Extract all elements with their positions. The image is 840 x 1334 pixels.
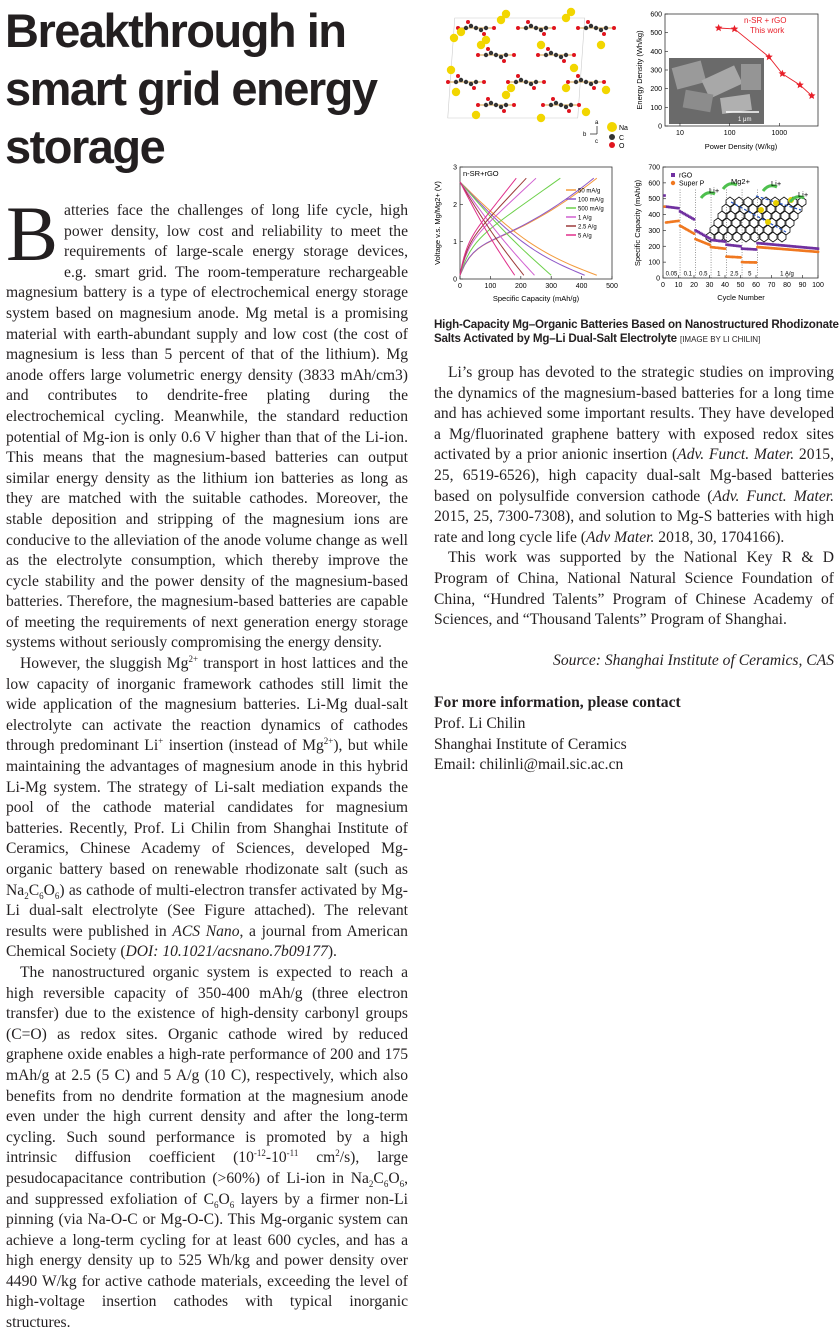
legend-c-atom [609,134,615,140]
rgo-point [755,248,758,251]
ytick-label: 400 [648,212,660,220]
text-run: ), but while maintaining the advantages of magnesium anode in this hybrid Li-Mg system. The strategy of Li-salt mediation expands the pool of the cathode material candidates for magnesium batteries. Recently, Prof. Li Chilin from Shanghai Institute of Ceramics, Chinese Academy of Sciences, developed Mg-organic battery based on renewable rhodizonate salt (such as Na [6,737,408,899]
carbon-atom [559,55,563,59]
oxygen-atom [602,80,606,84]
oxygen-atom [512,103,516,107]
carbon-atom [574,80,578,84]
crystal-structure [446,8,628,150]
doi: DOI: 10.1021/acsnano.7b09177 [125,943,328,961]
text-run: However, the sluggish Mg [20,655,189,673]
ytick-label: 600 [650,11,662,19]
legend-label: 100 mA/g [578,197,604,204]
ragone-point [715,24,723,31]
ytick-label: 200 [648,243,660,251]
carbon-atom [604,26,608,30]
oxygen-atom [577,103,581,107]
journal-name: Adv Mater. [585,528,655,546]
ion-atom [758,207,764,213]
oxygen-atom [446,80,450,84]
legend-label: 50 mA/g [578,188,601,195]
text-run: -10 [265,1149,287,1167]
rate-label: 5 [748,271,752,278]
carbon-atom [484,26,488,30]
contact-email[interactable]: Email: chilinli@mail.sic.ac.cn [434,756,624,774]
oxygen-atom [551,97,555,101]
rgo-point [663,194,666,197]
carbon-atom [584,80,588,84]
paragraph-2 [6,654,408,963]
paragraph-5: This work was supported by the National Key R & D Program of China, National Natural Science Foundation of China, “Hundred Talents” Program of Chinese Academy of Sciences, and “Thousand Talents” Program of Shanghai. [434,549,834,629]
sodium-atom [567,8,575,16]
oxygen-atom [576,26,580,30]
ytick-label: 300 [648,227,660,235]
superp-point [739,256,742,259]
voltage-series [460,178,597,275]
cycling-legend [671,173,705,188]
paragraph-4 [434,363,834,548]
carbon-atom [554,101,558,105]
ion-atom [765,219,771,225]
oxygen-atom [567,109,571,113]
oxygen-atom [492,26,496,30]
legend-label: 2.5 A/g [578,224,597,231]
subscript: 6 [213,1199,219,1210]
contact-heading: For more information, please contact [434,694,681,712]
source-line: Source: Shanghai Institute of Ceramics, CAS [553,651,834,669]
carbon-atom [589,24,593,28]
ragone-ylabel: Energy Density (Wh/kg) [635,30,644,110]
axis-indicator [583,120,599,145]
paragraph-intro [6,190,408,654]
ytick-label: 0 [453,276,457,284]
crystal-legend [607,122,628,150]
ion-label: Li+ [771,179,782,188]
text-run: 2015, 25, 6519-6526), high capacity dual-salt Mg-based batteries based on polysulfide conversion cathode ( [434,446,835,505]
ytick-label: 1 [453,239,457,247]
oxygen-atom [566,80,570,84]
xtick-label: 100 [484,283,497,290]
carbon-atom [499,105,503,109]
scale-bar-label: 1 μm [738,117,752,123]
text-run: ). [327,943,337,961]
oxygen-atom [541,103,545,107]
axis-a: a [595,120,599,126]
ytick-label: 0 [658,123,662,131]
carbon-atom [459,78,463,82]
rgo-point [724,240,727,243]
xtick-label: 90 [798,282,807,289]
text-run: cm [298,1149,336,1167]
carbon-atom [479,28,483,32]
annotation-nsr: n-SR + rGO [744,16,787,25]
journal-name: Adv. Funct. Mater. [712,487,834,505]
subscript: 2 [24,890,29,901]
carbon-atom [494,53,498,57]
superp-point [724,247,727,250]
xtick-label: 70 [767,282,776,289]
caption-text: High-Capacity Mg–Organic Batteries Based on Nanostructured Rhodizonate Salts Activated by Mg–Li Dual-Salt Electrolyte [434,318,839,345]
xtick-label: 0 [661,282,665,289]
voltage-chart [433,165,618,304]
carbon-atom [519,78,523,82]
carbon-atom [494,103,498,107]
graphene-inset [701,177,809,242]
ion-label: Li+ [709,186,720,195]
ion-label: Li+ [798,190,809,199]
axis-c: c [595,139,598,145]
rate-label: 2.5 [730,271,739,278]
carbon-atom [464,26,468,30]
oxygen-atom [536,53,540,57]
carbon-atom [549,103,553,107]
charge-curve [460,178,597,275]
axis-b: b [583,132,587,138]
subscript: 6 [399,1179,405,1190]
carbon-atom [599,28,603,32]
ytick-label: 300 [650,67,662,75]
rate-label: 0.1 [683,271,692,278]
article-column-right [434,363,834,776]
rgo-point [693,218,696,221]
oxygen-atom [472,86,476,90]
superp-point [755,261,758,264]
ytick-label: 0 [656,275,660,283]
oxygen-atom [476,103,480,107]
subscript: 6 [383,1179,389,1190]
carbon-atom [524,80,528,84]
oxygen-atom [476,53,480,57]
article-title: Breakthrough in smart grid energy storage [5,4,377,173]
legend-o-atom [609,142,615,148]
sodium-atom [502,91,510,99]
xtick-label: 10 [674,282,683,289]
carbon-atom [554,53,558,57]
xtick-label: 80 [783,282,791,289]
sodium-atom [447,66,455,74]
xtick-label: 300 [545,283,558,290]
text-run: insertion (instead of Mg [163,737,324,755]
sodium-atom [570,64,578,72]
legend-label: 500 mA/g [578,206,604,213]
carbon-atom [464,80,468,84]
superscript: + [158,736,164,747]
xtick-label: 100 [812,282,824,289]
discharge-curve [460,182,534,275]
oxygen-atom [516,26,520,30]
voltage-legend [566,189,604,240]
carbon-atom [544,53,548,57]
oxygen-atom [586,20,590,24]
sodium-atom [482,36,490,44]
xtick-label: 20 [690,282,698,289]
carbon-atom [544,26,548,30]
ytick-label: 3 [453,164,457,172]
ragone-point [765,53,773,60]
superscript: -12 [253,1148,266,1159]
legend-superp-marker [671,181,675,185]
journal-name: Adv. Funct. Mater. [677,446,795,464]
xtick-label: 60 [752,282,760,289]
text-run: 2015, 25, 7300-7308), and solution to Mg-S batteries with high rate and long cycle life ( [434,508,834,546]
xtick-label: 500 [606,283,618,290]
legend-label: 5 A/g [578,233,592,240]
legend-rgo-marker [671,173,675,177]
carbon-atom [564,53,568,57]
unit-cell-box [448,18,585,118]
oxygen-atom [482,80,486,84]
oxygen-atom [592,86,596,90]
carbon-atom [504,103,508,107]
cycling-ylabel: Specific Capacity (mAh/g) [633,179,642,267]
xtick-label: 200 [514,283,527,290]
xtick-label: 50 [736,282,745,289]
legend-na-atom [607,122,617,132]
legend-label: 1 A/g [578,215,592,222]
carbon-atom [484,103,488,107]
subscript: 6 [39,890,44,901]
superscript: 2 [335,1148,340,1159]
journal-name: ACS Nano [172,922,240,940]
text-run: O [43,881,55,899]
ion-label: Mg2+ [731,177,750,186]
ytick-label: 600 [648,180,660,188]
carbon-atom [469,82,473,86]
xtick-label: 400 [575,283,588,290]
ragone-xlabel: Power Density (W/kg) [704,142,778,151]
figure-svg [426,0,840,310]
superp-point [663,205,666,208]
oxygen-atom [486,47,490,51]
sodium-atom [452,88,460,96]
carbon-atom [499,55,503,59]
oxygen-atom [562,59,566,63]
superp-point [708,243,711,246]
oxygen-atom [482,32,486,36]
carbon-atom [489,51,493,55]
ytick-label: 500 [650,30,662,38]
oxygen-atom [542,32,546,36]
carbon-atom [539,28,543,32]
rate-label: 0.05 [665,271,678,278]
carbon-atom [529,82,533,86]
text-run: C [28,881,40,899]
carbon-atom [594,26,598,30]
carbon-atom [569,103,573,107]
oxygen-atom [466,20,470,24]
xtick-label: 1000 [771,130,788,137]
carbon-atom [534,26,538,30]
text-run: transport in host lattices and the low capacity of inorganic framework cathodes still limit the wide application of the magnesium batteries. Li-Mg dual-salt electrolyte can activate the reaction dynamics of cathodes through predominant Li [6,655,408,755]
sodium-atom [537,41,545,49]
xtick-label: 10 [676,130,684,137]
carbon-atom [484,53,488,57]
legend-o: O [619,143,625,150]
oxygen-atom [456,74,460,78]
ytick-label: 700 [648,164,660,172]
superscript: -11 [286,1148,299,1159]
carbon-atom [514,80,518,84]
rate-label: 1 A/g [780,271,794,278]
sodium-atom [450,34,458,42]
carbon-atom [549,51,553,55]
oxygen-atom [502,109,506,113]
carbon-atom [474,26,478,30]
oxygen-atom [612,26,616,30]
sodium-atom [502,10,510,18]
drop-cap: B [6,190,59,277]
text-run: 2018, 30, 1704166). [654,528,785,546]
carbon-atom [489,101,493,105]
legend-superp: Super P [679,180,705,188]
cycling-xlabel: Cycle Number [717,293,765,302]
oxygen-atom [532,86,536,90]
ytick-label: 200 [650,86,662,94]
carbon-atom [584,26,588,30]
rate-label: 1 [717,271,721,278]
ragone-chart [635,12,818,152]
ytick-label: 500 [648,196,660,204]
carbon-atom [524,26,528,30]
annotation-thiswork: This work [750,26,785,35]
sodium-atom [562,84,570,92]
text-run: , and suppressed exfoliation of C [6,1169,408,1208]
ion-atom [773,200,779,206]
text-run: O [388,1169,400,1187]
text-run: C [373,1169,384,1187]
sem-particle [741,64,761,90]
subscript: 6 [229,1199,235,1210]
image-credit: [IMAGE BY LI CHILIN] [679,335,761,344]
voltage-chart-title: n-SR+rGO [463,169,499,178]
crystal-atoms [446,8,616,122]
rate-label: 0.5 [699,271,708,278]
ytick-label: 100 [650,104,662,112]
sodium-atom [472,111,480,119]
text-run: ) as cathode of multi-electron transfer activated by Mg-Li dual-salt electrolyte (See Figure attached). The relevant results were published in [6,881,408,940]
oxygen-atom [526,20,530,24]
oxygen-atom [542,80,546,84]
figure-caption [434,318,840,347]
carbon-atom [589,82,593,86]
sodium-atom [457,28,465,36]
xtick-label: 30 [705,282,714,289]
oxygen-atom [502,59,506,63]
oxygen-atom [572,53,576,57]
carbon-atom [559,103,563,107]
intro-text: atteries face the challenges of long life cycle, high power density, low cost and reliability to meet the requirements of large-scale energy storage devices, e.g. smart grid. The room-temperature rechargeable magnesium battery is a type of electrochemical energy storage system based on magnesium anode. Mg metal is a promising material with earth-abundant supply and low cost (the cost of magnesium is less than 5 percent of that of the lithium). Mg anode offers large volumetric energy density (3833 mAh/cm3) and contributes to dendrite-free plating during the electrochemical cycling. Meanwhile, the standard reduction potential of Mg-ion is only 0.6 V higher than that of the Li-ion. This means that the magnesium-based batteries can output similar energy density as the lithium ion batteries as long as they are matched with the suitable cathodes. Moreover, the stable deposition and stripping of the magnesium ions are conducive to the alleviation of the anode volume change as well as the electrolyte consumption, which thereby improve the cycle stability and the power density of the magnesium-based batteries. Therefore, the magnesium-based batteries are capable of meeting the requirements of next generation energy storage systems without seriously compromising the energy density. [6,202,408,652]
oxygen-atom [486,97,490,101]
text-run: , a journal from American Chemical Society ( [6,922,408,961]
superp-point [817,250,820,253]
carbon-atom [469,24,473,28]
rgo-point [677,207,680,210]
sodium-atom [597,41,605,49]
legend-na: Na [619,125,628,132]
oxygen-atom [602,32,606,36]
voltage-ylabel: Voltage v.s. Mg/Mg2+ (V) [433,181,442,265]
superscript: 2+ [188,653,199,664]
text-run: The nanostructured organic system is expected to reach a high reversible capacity of 350-400 mAh/g (three electron transfer) due to the existence of high-density carbonyl groups (C=O) as redox sites. Organic cathode wired by reduced graphene oxide enables a high-rate performance of 200 and 175 mAh/g at 2.5 (5 C) and 5 A/g (10 C), respectively, which also benefits from no dendrite formation at the magnesium anode even under the high current density and after the long-term cycling. Such sound performance is promoted by a high intrinsic diffusion coefficient (10 [6,963,408,1167]
sodium-atom [582,108,590,116]
contact-institute: Shanghai Institute of Ceramics [434,735,627,753]
oxygen-atom [516,74,520,78]
superp-point [693,232,696,235]
contact-name: Prof. Li Chilin [434,714,526,732]
carbon-atom [454,80,458,84]
rgo-point [739,245,742,248]
voltage-xlabel: Specific Capacity (mAh/g) [492,294,580,303]
oxygen-atom [512,53,516,57]
superscript: 2+ [323,736,334,747]
ytick-label: 2 [453,201,457,209]
cycling-chart [633,165,824,303]
carbon-atom [564,105,568,109]
paragraph-3 [6,963,408,1334]
sodium-atom [602,86,610,94]
oxygen-atom [552,26,556,30]
carbon-atom [534,80,538,84]
ytick-label: 400 [650,48,662,56]
legend-c: C [619,135,625,142]
article-column-left [6,190,408,1334]
ytick-label: 100 [648,259,660,267]
text-run: O [218,1190,230,1208]
carbon-atom [529,24,533,28]
xtick-label: 100 [723,130,736,137]
xtick-label: 0 [458,283,462,290]
oxygen-atom [576,74,580,78]
oxygen-atom [506,80,510,84]
figure-panel [426,0,840,310]
sodium-atom [537,114,545,122]
superp-point [677,220,680,223]
carbon-atom [504,53,508,57]
subscript: 6 [54,890,60,901]
xtick-label: 40 [721,282,729,289]
charge-curve [460,178,560,275]
rgo-point [817,247,820,250]
oxygen-atom [546,47,550,51]
carbon-atom [474,80,478,84]
subscript: 2 [368,1179,374,1190]
carbon-atom [594,80,598,84]
text-run: Li’s group has devoted to the strategic studies on improving the dynamics of the magnesium-based batteries for a long time and has achieved some important results. They have developed a Mg/fluorinated graphene battery with exposed redox sites activated by a prior anionic insertion ( [434,364,834,464]
legend-rgo: rGO [679,172,693,180]
sodium-atom [507,84,515,92]
carbon-atom [579,78,583,82]
text-run: layers by a firmer non-Li pinning (via Na-O-C or Mg-O-C). This Mg-organic system can achieve a long-term cycling for at least 600 cycles, and has a high energy density up to 525 Wh/kg and power density over 4490 W/kg for active cathode materials, exceeding the level of high-voltage insertion cathodes with typical inorganic structures. [6,1190,408,1332]
text-run: /s), large pesudocapacitance contribution (>60%) of Li-ion in Na [6,1149,408,1187]
